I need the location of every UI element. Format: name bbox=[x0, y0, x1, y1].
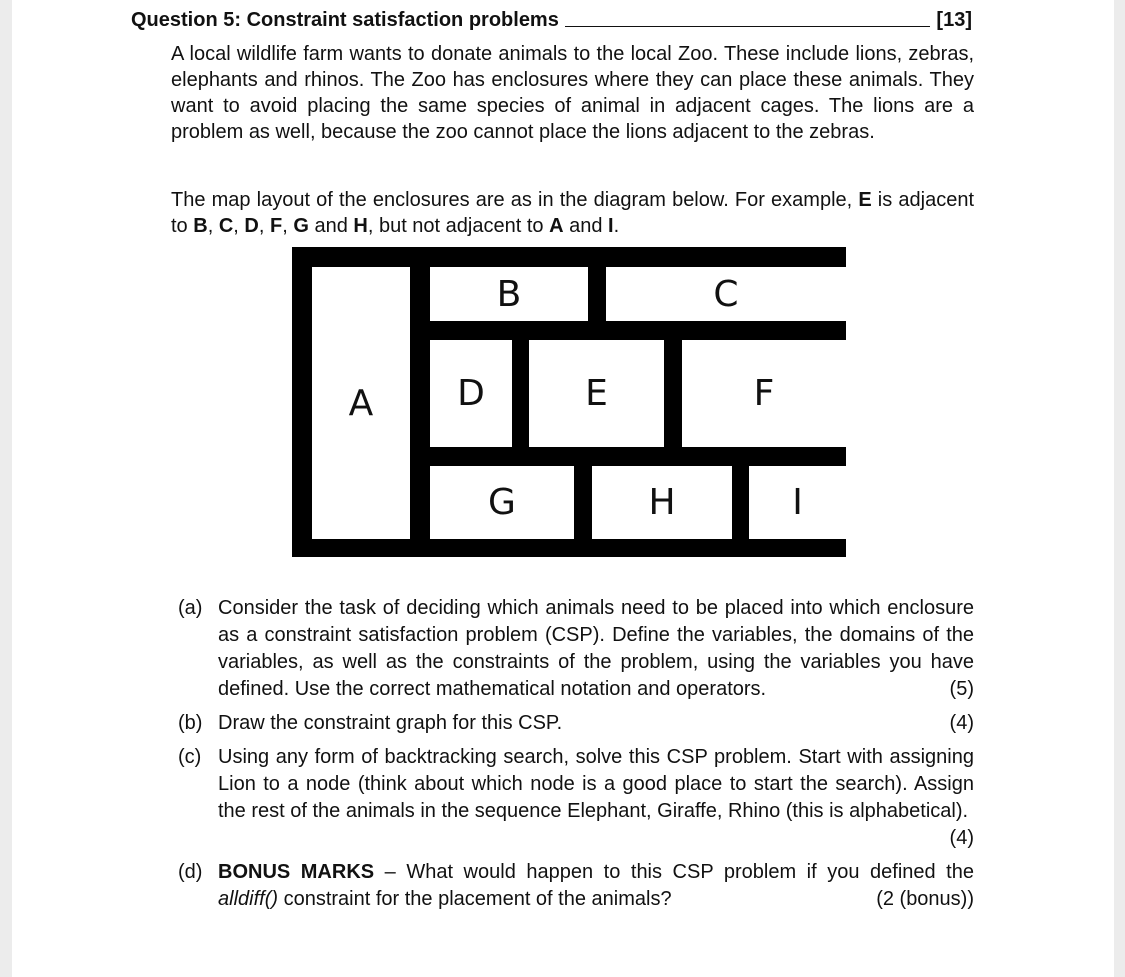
enclosure-c: C bbox=[606, 267, 846, 321]
part-marks: (4) bbox=[949, 712, 974, 734]
enclosure-e: E bbox=[529, 340, 664, 447]
part-label: (d) bbox=[178, 861, 203, 883]
enclosure-b: B bbox=[430, 267, 588, 321]
enclosure-h: H bbox=[592, 466, 732, 539]
part-b bbox=[178, 710, 974, 737]
intro-paragraph-1: A local wildlife farm wants to donate animals to the local Zoo. These include lions, zebras, elephants and rhinos. The Zoo has enclosures where they can place these animals. They want to avoid placing the same species of animal in adjacent cages. The lions are a problem as well, because the zoo cannot place the lions adjacent to the zebras. bbox=[171, 43, 974, 143]
part-c bbox=[178, 744, 974, 852]
part-d: (d) BONUS MARKS – What would happen to this CSP problem if you defined the alldiff() constraint for the placement of the animals? (2 (bonus)) bbox=[178, 859, 974, 913]
part-label: (a) bbox=[178, 597, 203, 619]
part-text: Draw the constraint graph for this CSP. bbox=[218, 712, 563, 734]
bonus-label: BONUS MARKS bbox=[218, 861, 375, 883]
enclosure-f: F bbox=[682, 340, 846, 447]
question-marks: [13] bbox=[936, 9, 972, 31]
part-text: Consider the task of deciding which animals need to be placed into which enclosure as a constraint satisfaction problem (CSP). Define the variables, the domains of the variables, as well as the constraints of the problem, using the variables you have defined. Use the correct mathematical notation and operators. bbox=[218, 597, 974, 700]
part-marks: (5) bbox=[949, 678, 974, 700]
part-marks: (4) bbox=[949, 827, 974, 849]
question-heading bbox=[131, 6, 972, 32]
enclosure-d: D bbox=[430, 340, 512, 447]
part-a bbox=[178, 595, 974, 703]
enclosure-g: G bbox=[430, 466, 574, 539]
heading-rule bbox=[565, 26, 931, 27]
question-parts bbox=[178, 595, 974, 920]
question-title: Question 5: Constraint satisfaction problems bbox=[131, 9, 559, 31]
part-label: (b) bbox=[178, 712, 203, 734]
intro-paragraph-2: The map layout of the enclosures are as in the diagram below. For example, E is adjacent to B, C, D, F, G and H, but not adjacent to A and I. bbox=[171, 189, 974, 237]
part-marks: (2 (bonus)) bbox=[876, 888, 974, 910]
part-text: Using any form of backtracking search, solve this CSP problem. Start with assigning Lion to a node (think about which node is a good place to start the search). Assign the rest of the animals in the sequence Elephant, Giraffe, Rhino (this is alphabetical). bbox=[218, 746, 974, 822]
enclosure-i: I bbox=[749, 466, 846, 539]
enclosure-map bbox=[292, 247, 846, 557]
enclosure-a: A bbox=[312, 267, 410, 539]
part-label: (c) bbox=[178, 746, 202, 768]
alldiff-term: alldiff() bbox=[218, 888, 279, 910]
